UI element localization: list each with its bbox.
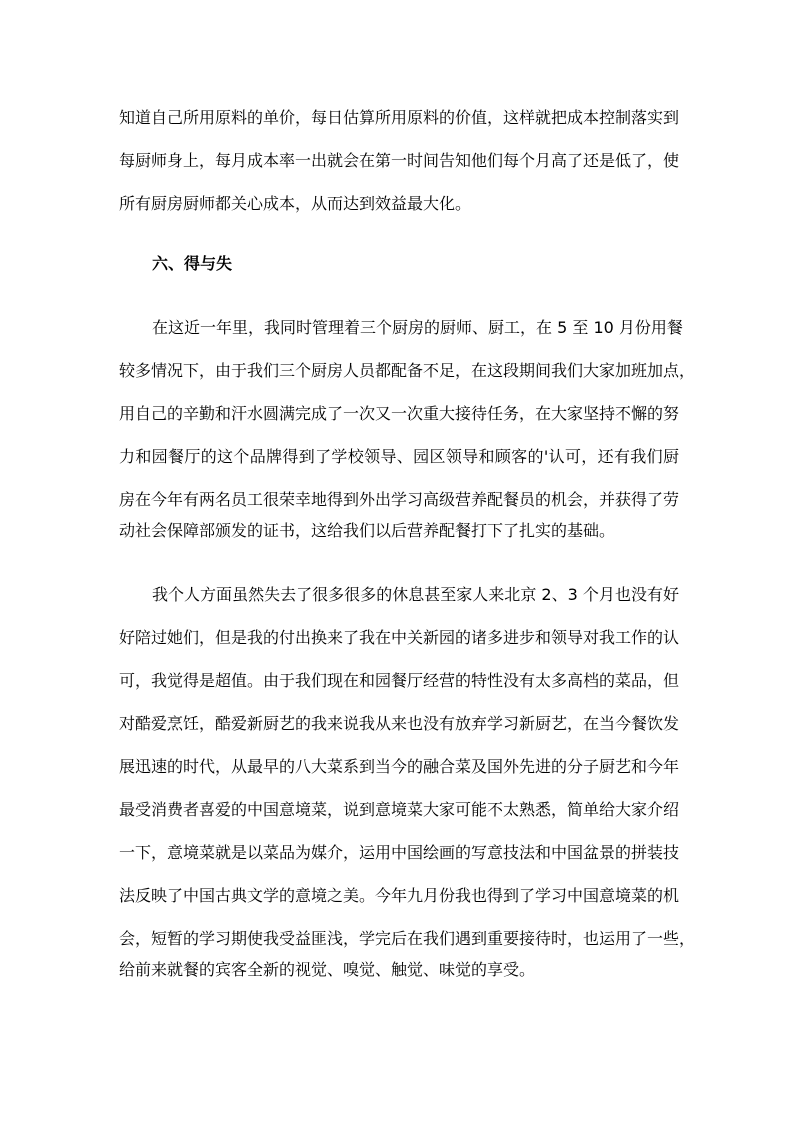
paragraph-3-line-2: 好陪过她们，但是我的付出换来了我在中关新园的诸多进步和领导对我工作的认 xyxy=(119,628,680,647)
paragraph-1-line-2: 每厨师身上，每月成本率一出就会在第一时间告知他们每个月高了还是低了，使 xyxy=(119,151,680,170)
paragraph-2-line-6: 动社会保障部颁发的证书，这给我们以后营养配餐打下了扎实的基础。 xyxy=(119,521,616,540)
paragraph-3-line-3: 可，我觉得是超值。由于我们现在和园餐厅经营的特性没有太多高档的菜品，但 xyxy=(119,671,680,690)
paragraph-2-line-2: 较多情况下，由于我们三个厨房人员都配备不足，在这段期间我们大家加班加点， xyxy=(119,361,696,380)
paragraph-3-line-1: 我个人方面虽然失去了很多很多的休息甚至家人来北京 2、3 个月也没有好 xyxy=(152,585,679,604)
paragraph-3-line-5: 展迅速的时代，从最早的八大菜系到当今的融合菜及国外先进的分子厨艺和今年 xyxy=(119,757,680,776)
paragraph-2-line-3: 用自己的辛勤和汗水圆满完成了一次又一次重大接待任务，在大家坚持不懈的努 xyxy=(119,404,680,423)
paragraph-3-line-4: 对酷爱烹饪，酷爱新厨艺的我来说我从来也没有放弃学习新厨艺，在当今餐饮发 xyxy=(119,714,680,733)
paragraph-1-line-3: 所有厨房厨师都关心成本，从而达到效益最大化。 xyxy=(119,194,472,213)
paragraph-2-line-4: 力和园餐厅的这个品牌得到了学校领导、园区领导和顾客的'认可，还有我们厨 xyxy=(119,447,679,466)
section-heading: 六、得与失 xyxy=(152,254,233,273)
paragraph-3-line-7: 一下，意境菜就是以菜品为媒介，运用中国绘画的写意技法和中国盆景的拼装技 xyxy=(119,843,680,862)
paragraph-2-line-5: 房在今年有两名员工很荣幸地得到外出学习高级营养配餐员的机会，并获得了劳 xyxy=(119,490,680,509)
paragraph-3-line-6: 最受消费者喜爱的中国意境菜，说到意境菜大家可能不太熟悉，简单给大家介绍 xyxy=(119,800,680,819)
paragraph-1-line-1: 知道自己所用原料的单价，每日估算所用原料的价值，这样就把成本控制落实到 xyxy=(119,108,680,127)
paragraph-2-line-1: 在这近一年里，我同时管理着三个厨房的厨师、厨工，在 5 至 10 月份用餐 xyxy=(152,318,683,337)
paragraph-3-line-8: 法反映了中国古典文学的意境之美。今年九月份我也得到了学习中国意境菜的机 xyxy=(119,886,680,905)
paragraph-3-line-10: 给前来就餐的宾客全新的视觉、嗅觉、触觉、味觉的享受。 xyxy=(119,960,536,979)
paragraph-3-line-9: 会，短暂的学习期使我受益匪浅，学完后在我们遇到重要接待时，也运用了一些， xyxy=(119,929,696,948)
